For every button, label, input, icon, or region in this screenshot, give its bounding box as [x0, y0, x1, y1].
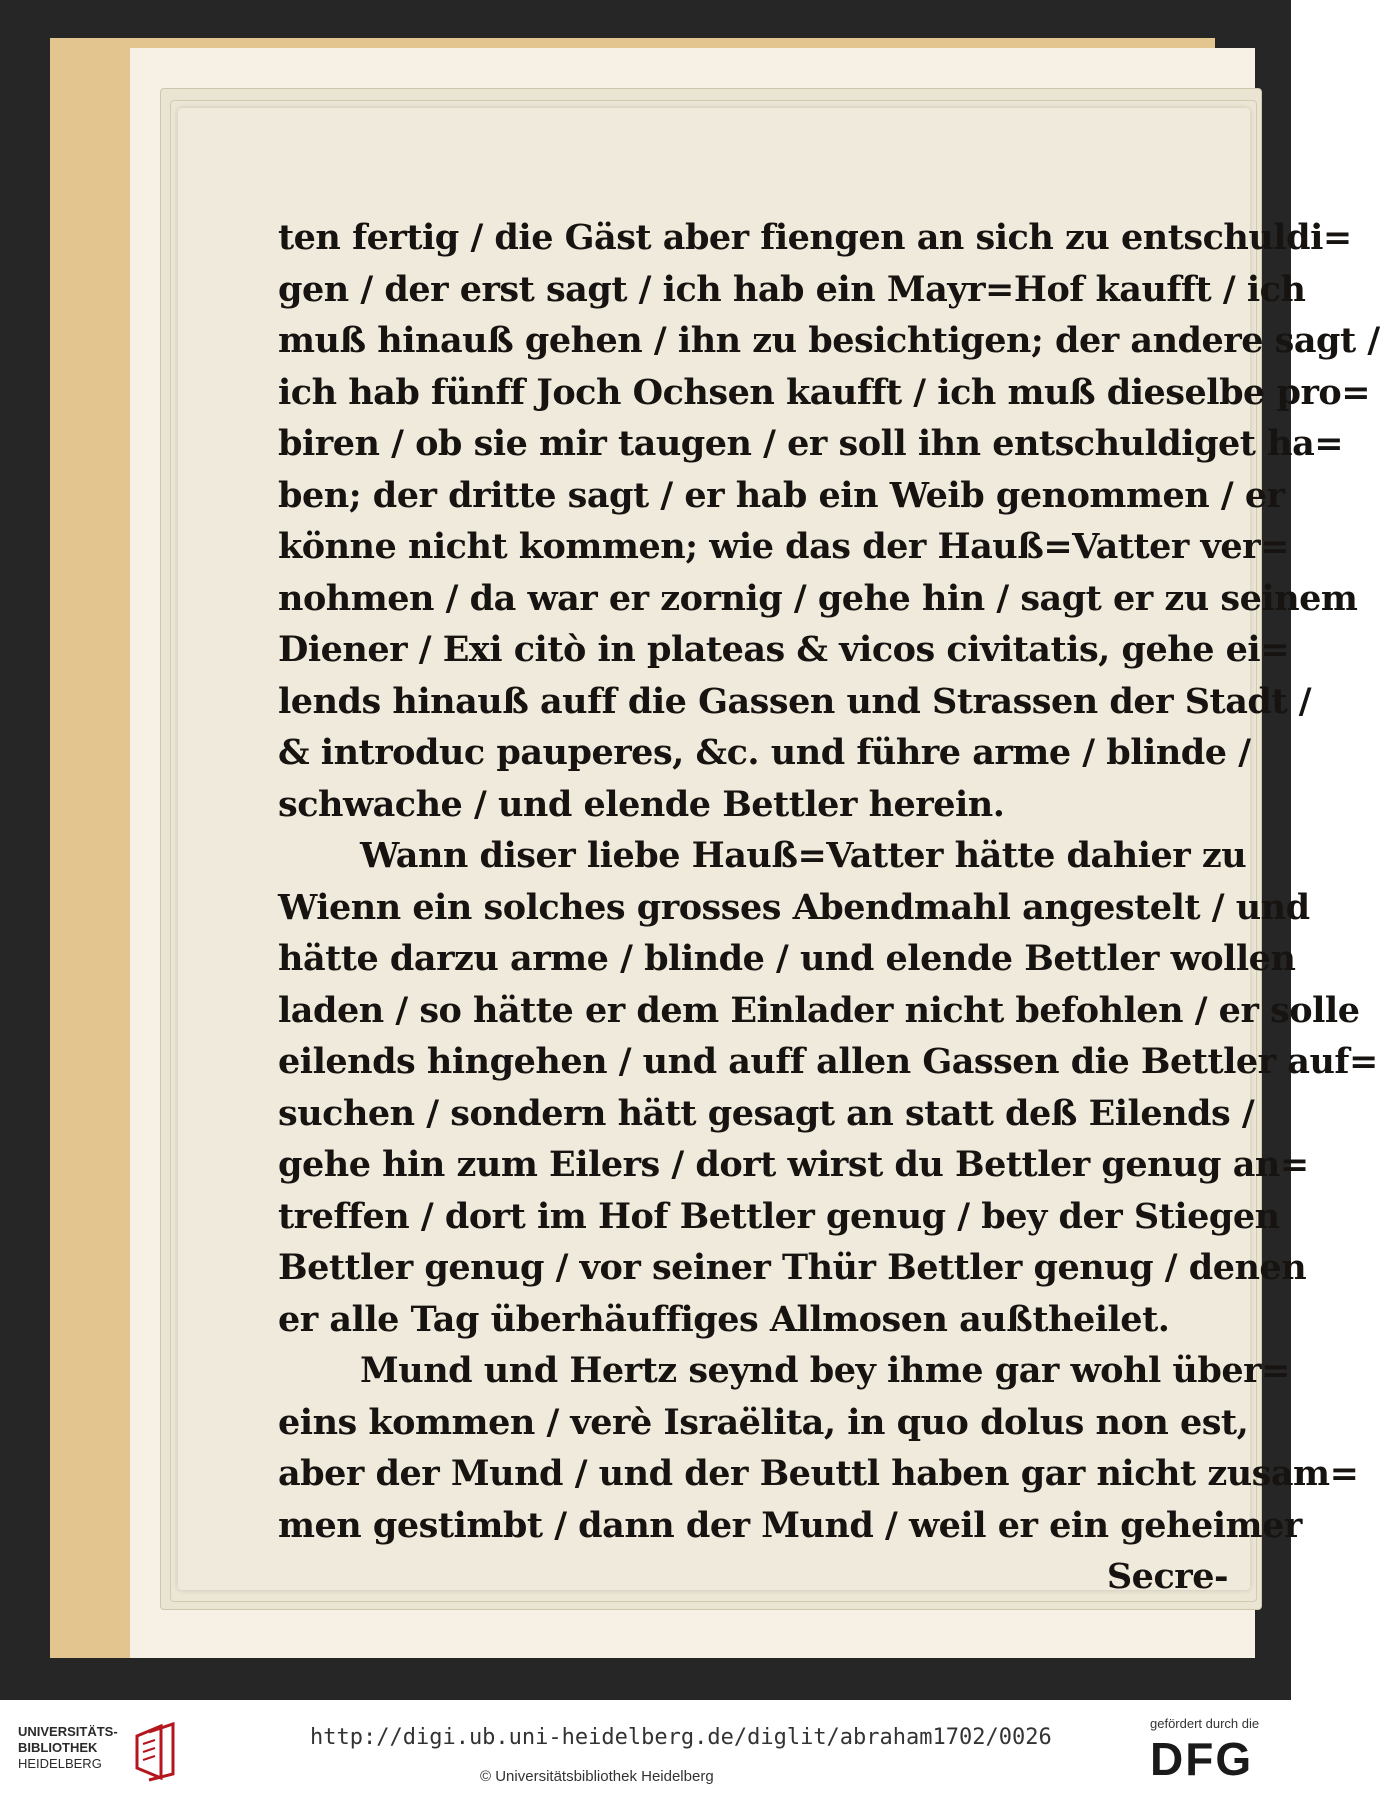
text-line: suchen / sondern hätt gesagt an statt deß Eilends / [278, 1092, 1255, 1134]
library-name-line: UNIVERSITÄTS- [18, 1724, 118, 1739]
text-line: treffen / dort im Hof Bettler genug / bey der Stiegen [278, 1195, 1280, 1237]
text-line: könne nicht kommen; wie das der Hauß=Vatter ver= [278, 526, 1289, 567]
text-line: aber der Mund / und der Beuttl haben gar nicht zusam= [278, 1453, 1359, 1494]
text-line: muß hinauß gehen / ihn zu besichtigen; der andere sagt / [278, 320, 1380, 361]
text-line: hätte darzu arme / blinde / und elende Bettler wollen [278, 938, 1296, 979]
text-line: ten fertig / die Gäst aber fiengen an sich zu entschuldi= [278, 217, 1352, 258]
text-line: gehe hin zum Eilers / dort wirst du Bettler genug an= [278, 1144, 1309, 1185]
library-logo-text[interactable] [18, 1724, 138, 1772]
text-line: eilends hingehen / und auff allen Gassen die Bettler auf= [278, 1041, 1378, 1082]
text-line: Wienn ein solches grosses Abendmahl angestelt / und [278, 886, 1310, 928]
document-url-link[interactable]: http://digi.ub.uni-heidelberg.de/diglit/abraham1702/0026 [310, 1725, 1052, 1750]
dfg-logo[interactable]: DFG [1150, 1733, 1254, 1785]
text-line: lends hinauß auff die Gassen und Strassen der Stadt / [278, 680, 1312, 722]
funding-label: gefördert durch die [1150, 1716, 1260, 1731]
text-line: ich hab fünff Joch Ochsen kaufft / ich muß dieselbe pro= [278, 371, 1371, 413]
text-line: biren / ob sie mir taugen / er soll ihn entschuldiget ha= [278, 423, 1344, 464]
text-line: nohmen / da war er zornig / gehe hin / sagt er zu seinem [278, 577, 1358, 619]
text-line: eins kommen / verè Israëlita, in quo dolus non est, [278, 1401, 1249, 1443]
library-name-line: HEIDELBERG [18, 1756, 102, 1771]
catchword: Secre- [1106, 1556, 1228, 1597]
text-line: schwache / und elende Bettler herein. [278, 783, 1005, 825]
text-line: & introduc pauperes, &c. und führe arme / blinde / [278, 732, 1251, 773]
text-line: men gestimbt / dann der Mund / weil er ein geheimer [278, 1504, 1302, 1546]
text-line: laden / so hätte er dem Einlader nicht befohlen / er solle [278, 989, 1360, 1031]
page-text [278, 212, 1380, 1603]
text-line: Wann diser liebe Hauß=Vatter hätte dahier zu [360, 835, 1247, 876]
text-line: Mund und Hertz seynd bey ihme gar wohl über= [360, 1350, 1290, 1391]
text-line: gen / der erst sagt / ich hab ein Mayr=Hof kaufft / ich [278, 268, 1306, 310]
library-logo-icon[interactable] [131, 1722, 179, 1782]
text-line: er alle Tag überhäuffiges Allmosen außtheilet. [278, 1298, 1170, 1340]
text-line: ben; der dritte sagt / er hab ein Weib genommen / er [278, 474, 1285, 516]
copyright-notice: © Universitätsbibliothek Heidelberg [480, 1768, 714, 1785]
text-line: Bettler genug / vor seiner Thür Bettler genug / denen [278, 1247, 1307, 1288]
text-line: Diener / Exi citò in plateas & vicos civitatis, gehe ei= [278, 629, 1290, 670]
library-name-line: BIBLIOTHEK [18, 1740, 98, 1755]
